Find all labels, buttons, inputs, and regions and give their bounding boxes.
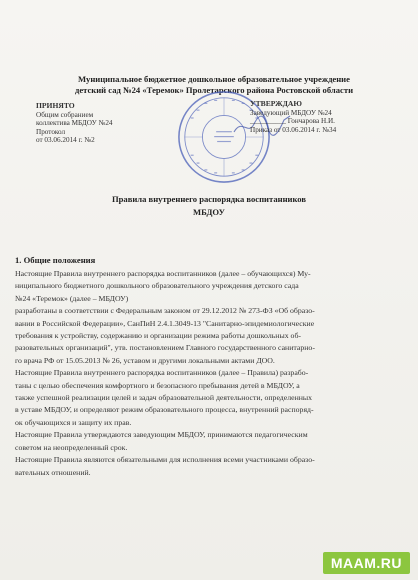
body-line: вательных отношений. xyxy=(15,467,91,477)
body-line: №24 «Теремок» (далее – МБДОУ) xyxy=(15,293,129,303)
body-line: вании в Российской Федерации», СанПиН 2.4.1.3049-13 "Санитарно-эпидемиологические xyxy=(15,318,315,328)
body-line: ниципального бюджетного дошкольного образовательного учреждения детского сада xyxy=(15,281,299,291)
approved-line: __________ Гончарова Н.И. xyxy=(250,117,335,126)
body-line: Настоящие Правила являются обязательными для исполнения всеми участниками образо- xyxy=(15,455,315,465)
body-line: в уставе МБДОУ, и определяют режим образовательного процесса, внутренний распоряд- xyxy=(15,405,314,415)
institution-header-line-1: Муниципальное бюджетное дошкольное образовательное учреждение xyxy=(78,74,350,84)
accepted-title: ПРИНЯТО xyxy=(36,101,75,110)
approved-block xyxy=(250,100,400,134)
accepted-block xyxy=(36,102,186,145)
body-line: го врача РФ от 15.05.2013 № 26, уставом и другими локальными актами ДОО. xyxy=(15,355,275,365)
body-line: разовательных организаций", утв. постановлением Главного государственного санитарно- xyxy=(15,343,315,353)
body-line: Настоящие Правила утверждаются заведующим МБДОУ, принимаются педагогическим xyxy=(15,430,308,440)
body-line: Настоящие Правила внутреннего распорядка воспитанников (далее – Правила) разрабо- xyxy=(15,368,309,378)
document-title-line-2: МБДОУ xyxy=(193,207,225,217)
body-line: советом на неопределенный срок. xyxy=(15,442,128,452)
approved-title: УТВЕРЖДАЮ xyxy=(250,99,302,108)
accepted-line: Общим собранием xyxy=(36,110,94,119)
accepted-line: от 03.06.2014 г. №2 xyxy=(36,136,95,145)
document-title-line-1: Правила внутреннего распорядка воспитанников xyxy=(111,194,307,204)
body-line: Настоящие Правила внутреннего распорядка воспитанников (далее – обучающихся) Му- xyxy=(15,269,311,278)
body-line: разработаны в соответствии с Федеральным законом от 29.12.2012 № 273-ФЗ «Об образо- xyxy=(15,306,315,316)
body-line: таны с целью обеспечения комфортного и безопасного пребывания детей в МБДОУ, а xyxy=(15,380,300,390)
approved-line: Заведующий МБДОУ №24 xyxy=(250,108,332,117)
document-title xyxy=(40,193,378,219)
maam-watermark-logo: MAAM.RU xyxy=(323,552,410,574)
section-heading: 1. Общие положения xyxy=(15,255,96,265)
accepted-line: коллектива МБДОУ №24 xyxy=(36,119,113,128)
approved-line: Приказ от 03.06.2014 г. №34 xyxy=(250,125,337,134)
body-line: также успешной реализации целей и задач образовательной деятельности, определенных xyxy=(15,393,313,403)
institution-header-line-2: детский сад №24 «Теремок» Пролетарского района Ростовской области xyxy=(74,85,354,95)
accepted-line: Протокол xyxy=(36,127,66,136)
body-line: ок обучающихся и защиту их прав. xyxy=(15,417,132,427)
body-line: требования к устройству, содержанию и организации режима работы дошкольных об- xyxy=(15,331,302,341)
section-body xyxy=(15,268,405,479)
